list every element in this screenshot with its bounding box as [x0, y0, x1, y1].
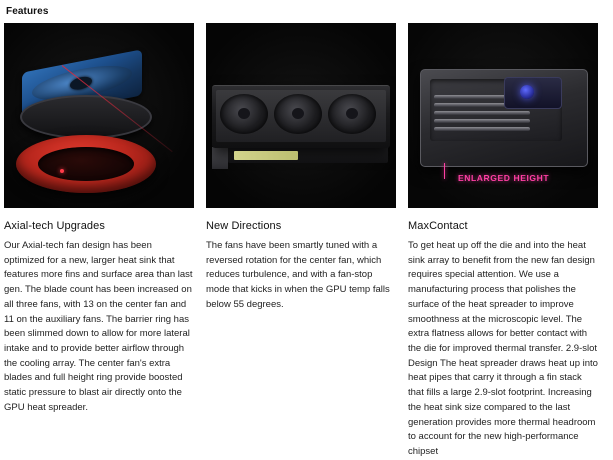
feature-card-title: New Directions [206, 220, 282, 232]
heatpipe [434, 111, 530, 115]
fan-left-shape [220, 94, 268, 134]
feature-card-body: To get heat up off the die and into the heat sink array to benefit from the new fan design requires special attention. We use a manufacturing process that polishes the surface of the heat spreader to improve smoothness at the microscopic level. The extra flatness allows for better contact with the die for improved thermal transfer. 2.9-slot Design The heat spreader draws heat up into heat pipes that carry it through a fin stack that fills a large 2.9-slot footprint. Increasing the heat sink size compared to the last generation provides more thermal headroom to account for the new high-performance chipset [408, 240, 598, 458]
io-bracket-shape [212, 147, 228, 169]
accent-strip-shape [234, 151, 298, 160]
axial-tech-fan-exploded-view-image [4, 23, 194, 208]
feature-card-title: Axial-tech Upgrades [4, 220, 105, 232]
graphics-card-three-fans-image [206, 23, 396, 208]
feature-card-body: The fans have been smartly tuned with a reversed rotation for the center fan, which reduces turbulence, and with a fan-stop mode that kicks in when the GPU temp falls below 55 degrees. [206, 240, 390, 310]
gpu-shroud-shape [212, 85, 390, 148]
callout-dot [60, 169, 64, 173]
feature-card-body: Our Axial-tech fan design has been optimized for a new, larger heat sink that features more fins and surface area than last gen. The blade count has been increased on all three fans, with 13 on the center fan and 11 on the auxiliary fans. The barrier ring has been slimmed down to allow for more lateral intake and to provide better airflow through the cooling array. The center fan's extra blades and full height ring provide boosted static pressure to blast air directly onto the GPU heat spreader. [4, 240, 193, 413]
feature-card [408, 23, 598, 460]
maxcontact-baseplate-heatpipes-image [408, 23, 598, 208]
barrier-ring-shape [20, 95, 152, 139]
feature-card-title: MaxContact [408, 220, 468, 232]
red-fan-shape [16, 135, 156, 193]
fan-center-shape [274, 94, 322, 134]
measurement-tick [444, 163, 445, 179]
heatpipe [434, 127, 530, 131]
heatpipe [434, 119, 530, 123]
image-caption: ENLARGED HEIGHT [458, 173, 550, 183]
feature-card-list [4, 23, 607, 460]
page-title: Features [6, 6, 49, 17]
feature-card [206, 23, 396, 313]
led-dot [520, 85, 534, 99]
fan-right-shape [328, 94, 376, 134]
feature-card [4, 23, 194, 416]
